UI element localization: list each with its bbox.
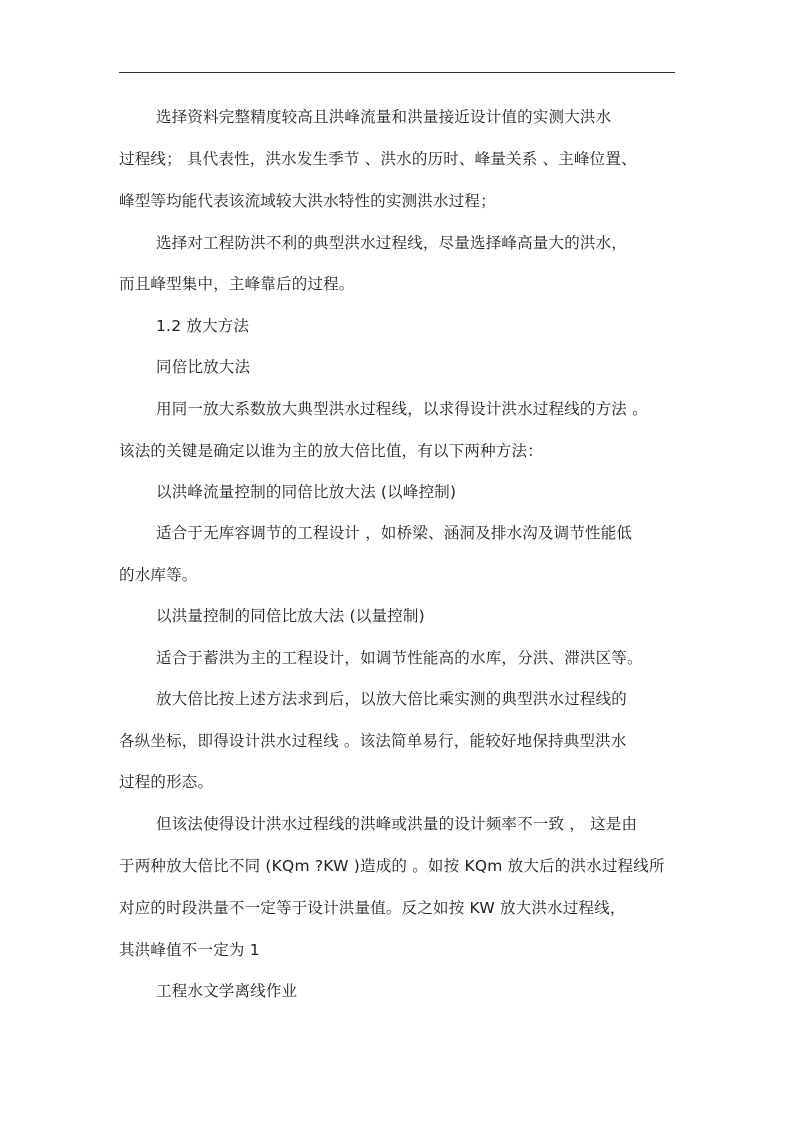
paragraph-line: 对应的时段洪量不一定等于设计洪量值。反之如按 KW 放大洪水过程线， — [119, 899, 626, 917]
method-heading: 以洪峰流量控制的同倍比放大法 (以峰控制) — [156, 483, 457, 501]
paragraph-line: 放大倍比按上述方法求到后，以放大倍比乘实测的典型洪水过程线的 — [156, 690, 628, 708]
paragraph-line: 但该法使得设计洪水过程线的洪峰或洪量的设计频率不一致 ， 这是由 — [156, 815, 638, 833]
paragraph-line: 适合于无库容调节的工程设计 ，如桥梁、涵洞及排水沟及调节性能低 — [156, 524, 633, 542]
subsection-heading: 同倍比放大法 — [156, 358, 251, 376]
paragraph-line: 而且峰型集中，主峰靠后的过程。 — [119, 275, 355, 293]
paragraph-line: 其洪峰值不一定为 1 — [119, 941, 260, 959]
section-heading: 1.2 放大方法 — [156, 317, 250, 335]
paragraph-line: 该法的关键是确定以谁为主的放大倍比值，有以下两种方法： — [119, 442, 543, 460]
paragraph-line: 的水库等。 — [119, 566, 198, 584]
paragraph-line: 选择对工程防洪不利的典型洪水过程线，尽量选择峰高量大的洪水， — [156, 234, 628, 252]
method-heading: 以洪量控制的同倍比放大法 (以量控制) — [156, 607, 425, 625]
paragraph-line: 峰型等均能代表该流域较大洪水特性的实测洪水过程； — [119, 192, 496, 210]
footer-title: 工程水文学离线作业 — [156, 982, 298, 1000]
paragraph-line: 用同一放大系数放大典型洪水过程线，以求得设计洪水过程线的方法 。 — [156, 400, 648, 418]
paragraph-line: 选择资料完整精度较高且洪峰流量和洪量接近设计值的实测大洪水 — [156, 108, 612, 126]
paragraph-line: 过程的形态。 — [119, 773, 214, 791]
paragraph-line: 各纵坐标，即得设计洪水过程线 。该法简单易行，能较好地保持典型洪水 — [119, 732, 627, 750]
paragraph-line: 于两种放大倍比不同 (KQm ?KW )造成的 。如按 KQm 放大后的洪水过程线所 — [119, 857, 665, 875]
paragraph-line: 适合于蓄洪为主的工程设计，如调节性能高的水库，分洪、滞洪区等。 — [156, 649, 643, 667]
paragraph-line: 过程线； 具代表性，洪水发生季节 、洪水的历时、峰量关系 、主峰位置、 — [119, 150, 637, 168]
header-rule — [119, 72, 675, 73]
